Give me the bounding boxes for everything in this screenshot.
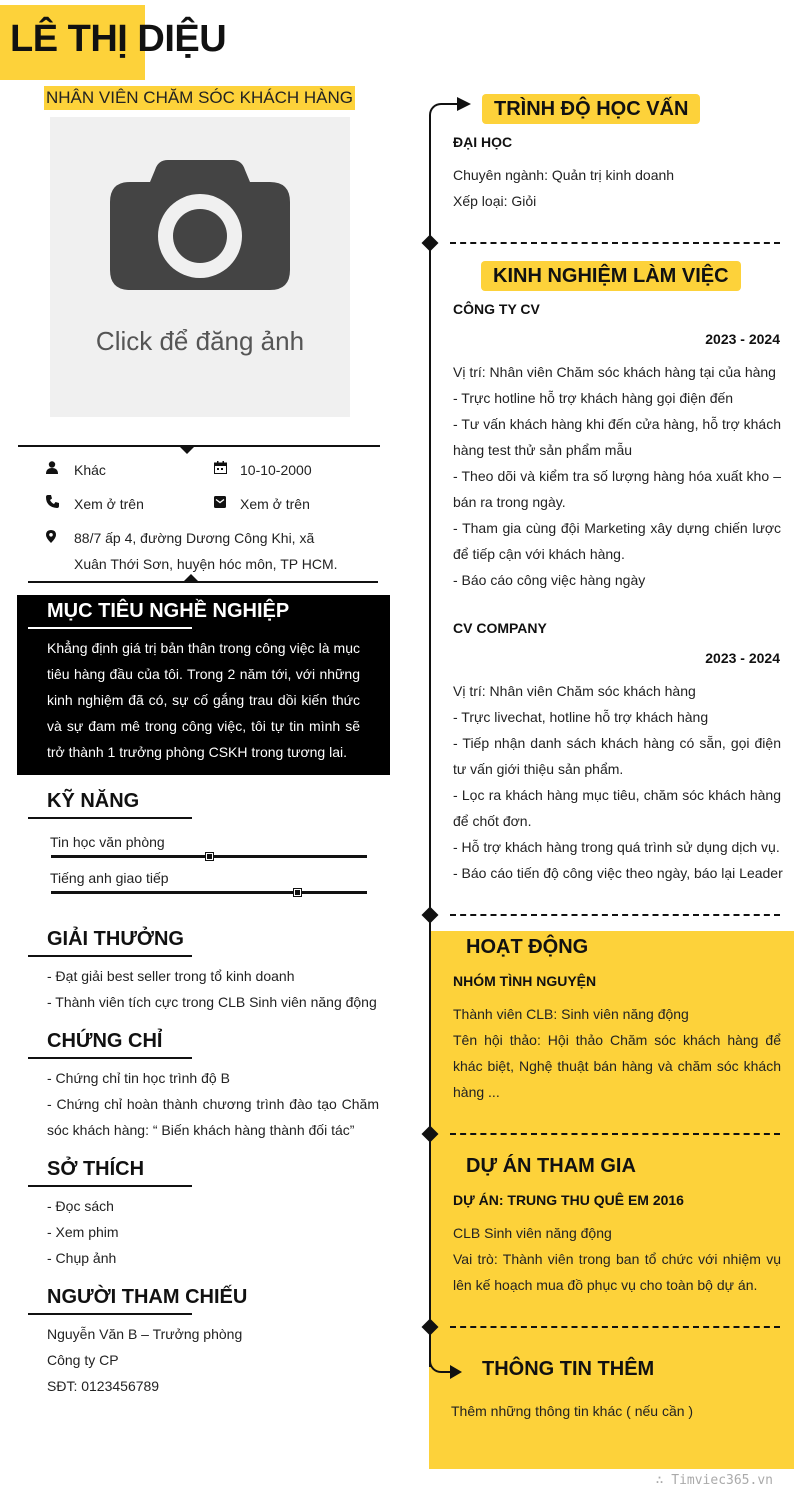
phone-value[interactable]: Xem ở trên: [74, 496, 144, 512]
extra-title[interactable]: THÔNG TIN THÊM: [482, 1358, 655, 1380]
reference-item[interactable]: Công ty CP: [47, 1352, 119, 1368]
camera-icon: [110, 160, 290, 290]
skills-title[interactable]: KỸ NĂNG: [47, 790, 140, 812]
job-line[interactable]: Vị trí: Nhân viên Chăm sóc khách hàng tại của hàng: [453, 364, 776, 380]
job-line[interactable]: - Theo dõi và kiểm tra số lượng hàng hóa xuất kho – bán ra trong ngày.: [453, 468, 781, 510]
timeline-diamond: [422, 907, 439, 924]
arrow-right-icon: [457, 97, 471, 111]
certificate-item[interactable]: - Chứng chỉ hoàn thành chương trình đào tạo Chăm sóc khách hàng: “ Biến khách hàng thành đối tác”: [47, 1096, 379, 1138]
job-company[interactable]: CV COMPANY: [453, 620, 547, 636]
section-divider: [450, 242, 780, 244]
candidate-role[interactable]: NHÂN VIÊN CHĂM SÓC KHÁCH HÀNG: [44, 86, 355, 110]
job-line[interactable]: - Báo cáo công việc hàng ngày: [453, 572, 646, 588]
project-line[interactable]: Vai trò: Thành viên trong ban tổ chức với nhiệm vụ lên kế hoạch mua đồ phục vụ cho toàn bộ dự án.: [453, 1251, 781, 1293]
reference-item[interactable]: SĐT: 0123456789: [47, 1378, 160, 1394]
award-item[interactable]: - Đạt giải best seller trong tổ kinh doanh: [47, 968, 295, 984]
activity-line[interactable]: Tên hội thảo: Hội thảo Chăm sóc khách hàng để khác biệt, Nghệ thuật bán hàng và chăm sóc khách hàng ...: [453, 1032, 781, 1100]
award-item[interactable]: - Thành viên tích cực trong CLB Sinh viên năng động: [47, 994, 377, 1010]
hobby-item[interactable]: - Chụp ảnh: [47, 1250, 117, 1266]
map-marker-icon: [46, 530, 56, 543]
certificates-title[interactable]: CHỨNG CHỈ: [47, 1030, 163, 1052]
skill-level-handle[interactable]: [205, 852, 214, 861]
objective-section: [17, 595, 390, 775]
info-bottom-divider: [28, 581, 378, 583]
objective-text[interactable]: Khẳng định giá trị bản thân trong công việc là mục tiêu hàng đầu của tôi. Trong 2 năm tới, với những kinh nghiệm đã có, sự cố gắng trau dồi kiến thức và sự đam mê trong công việc, tôi tự tin mình sẽ trở thành 1 trưởng phòng CSKH trong tương lai.: [47, 640, 360, 760]
education-line[interactable]: Xếp loại: Giỏi: [453, 193, 537, 209]
project-line[interactable]: CLB Sinh viên năng động: [453, 1225, 612, 1241]
info-top-divider: [18, 445, 380, 447]
calendar-icon: [214, 461, 227, 474]
envelope-icon: [214, 496, 226, 508]
section-divider: [450, 1326, 780, 1328]
address-line-2[interactable]: Xuân Thới Sơn, huyện hóc môn, TP HCM.: [74, 556, 338, 572]
hobby-item[interactable]: - Đọc sách: [47, 1198, 114, 1214]
job-line[interactable]: - Trực livechat, hotline hỗ trợ khách hàng: [453, 709, 709, 725]
references-underline: [28, 1313, 192, 1315]
photo-upload-label: Click để đăng ảnh: [95, 326, 305, 356]
skills-underline: [28, 817, 192, 819]
activities-title[interactable]: HOẠT ĐỘNG: [466, 936, 589, 958]
skill-level-handle[interactable]: [293, 888, 302, 897]
timeline-diamond: [422, 235, 439, 252]
activity-line[interactable]: Thành viên CLB: Sinh viên năng động: [453, 1006, 689, 1022]
job-period[interactable]: 2023 - 2024: [705, 331, 780, 347]
hobbies-underline: [28, 1185, 192, 1187]
skill-level-track[interactable]: [51, 891, 367, 894]
certificate-item[interactable]: - Chứng chỉ tin học trình độ B: [47, 1070, 230, 1086]
awards-underline: [28, 955, 192, 957]
experience-title[interactable]: KINH NGHIỆM LÀM VIỆC: [481, 261, 741, 291]
footer-watermark: ∴ Timviec365.vn: [655, 1473, 773, 1488]
project-name[interactable]: DỰ ÁN: TRUNG THU QUÊ EM 2016: [453, 1192, 684, 1208]
job-company[interactable]: CÔNG TY CV: [453, 301, 540, 317]
job-line[interactable]: - Hỗ trợ khách hàng trong quá trình sử dụng dịch vụ.: [453, 839, 780, 855]
projects-title[interactable]: DỰ ÁN THAM GIA: [466, 1155, 636, 1177]
section-divider: [450, 914, 780, 916]
hobby-item[interactable]: - Xem phim: [47, 1224, 119, 1240]
references-title[interactable]: NGƯỜI THAM CHIẾU: [47, 1286, 248, 1308]
email-value[interactable]: Xem ở trên: [240, 496, 310, 512]
job-line[interactable]: - Lọc ra khách hàng mục tiêu, chăm sóc khách hàng để chốt đơn.: [453, 787, 781, 829]
education-title[interactable]: TRÌNH ĐỘ HỌC VẤN: [482, 94, 700, 124]
user-icon: [46, 461, 58, 474]
skill-label: Tin học văn phòng: [50, 834, 165, 850]
job-line[interactable]: - Trực hotline hỗ trợ khách hàng gọi điện đến: [453, 390, 734, 406]
job-period[interactable]: 2023 - 2024: [705, 650, 780, 666]
birthday-value[interactable]: 10-10-2000: [240, 462, 312, 478]
education-line[interactable]: Chuyên ngành: Quản trị kinh doanh: [453, 167, 675, 183]
photo-upload[interactable]: [50, 117, 350, 417]
caret-down-icon: [179, 446, 195, 454]
hobbies-title[interactable]: SỞ THÍCH: [47, 1158, 145, 1180]
awards-title[interactable]: GIẢI THƯỞNG: [47, 928, 184, 950]
job-line[interactable]: Vị trí: Nhân viên Chăm sóc khách hàng: [453, 683, 696, 699]
job-line[interactable]: - Báo cáo tiến độ công việc theo ngày, báo lại Leader: [453, 865, 783, 881]
address-line-1[interactable]: 88/7 ấp 4, đường Dương Công Khi, xã: [74, 530, 315, 546]
reference-item[interactable]: Nguyễn Văn B – Trưởng phòng: [47, 1326, 243, 1342]
candidate-name[interactable]: LÊ THỊ DIỆU: [10, 18, 227, 60]
activities-group[interactable]: NHÓM TÌNH NGUYỆN: [453, 973, 597, 989]
timeline-corner-top: [429, 103, 443, 117]
objective-underline: [28, 627, 192, 629]
objective-title[interactable]: MỤC TIÊU NGHỀ NGHIỆP: [47, 600, 290, 622]
job-line[interactable]: - Tư vấn khách hàng khi đến cửa hàng, hỗ trợ khách hàng test thử sản phẩm mẫu: [453, 416, 781, 458]
job-line[interactable]: - Tham gia cùng đội Marketing xây dựng chiến lược để tiếp cận với khách hàng.: [453, 520, 781, 562]
phone-icon: [46, 495, 59, 508]
section-divider: [450, 1133, 780, 1135]
education-school[interactable]: ĐẠI HỌC: [453, 134, 513, 150]
timeline-line: [429, 117, 431, 1367]
arrow-right-icon: [450, 1365, 462, 1379]
extra-text[interactable]: Thêm những thông tin khác ( nếu cần ): [451, 1403, 694, 1419]
gender-value[interactable]: Khác: [74, 462, 106, 478]
skill-label: Tiếng anh giao tiếp: [50, 870, 169, 886]
job-line[interactable]: - Tiếp nhận danh sách khách hàng có sẵn, gọi điện tư vấn giới thiệu sản phẩm.: [453, 735, 781, 777]
certificates-underline: [28, 1057, 192, 1059]
